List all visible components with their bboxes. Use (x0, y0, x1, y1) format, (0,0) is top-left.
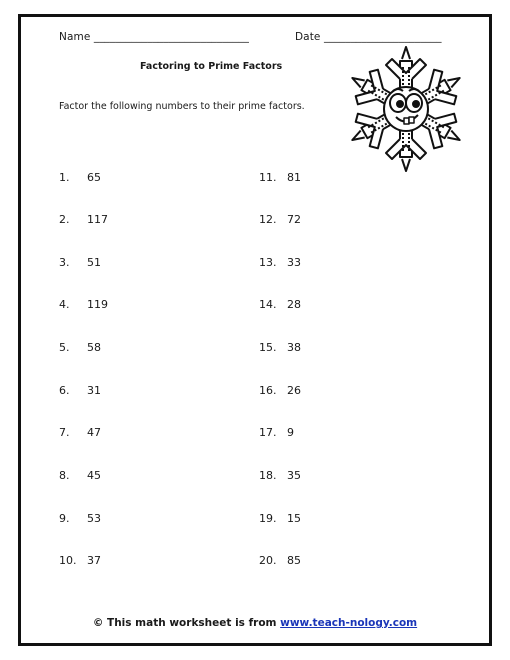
problem-value: 72 (287, 213, 301, 226)
problem-number: 2. (59, 213, 70, 226)
problem-number: 7. (59, 426, 70, 439)
problem-number: 6. (59, 384, 70, 397)
list-item (259, 426, 294, 439)
problem-value: 35 (287, 469, 301, 482)
problem-value: 9 (287, 426, 294, 439)
problem-number: 1. (59, 171, 70, 184)
worksheet-title: Factoring to Prime Factors (140, 61, 283, 72)
problem-number: 3. (59, 256, 70, 269)
list-item (59, 469, 101, 482)
problem-value: 37 (87, 554, 101, 567)
list-item (259, 298, 301, 311)
problem-value: 38 (287, 341, 301, 354)
problem-value: 28 (287, 298, 301, 311)
problem-value: 47 (87, 426, 101, 439)
list-item (59, 426, 101, 439)
list-item (59, 554, 101, 567)
name-blank[interactable]: _____________________________ (93, 31, 249, 43)
date-blank[interactable]: ______________________ (323, 31, 442, 43)
problem-value: 33 (287, 256, 301, 269)
list-item (59, 256, 101, 269)
problem-number: 18. (259, 469, 277, 482)
problem-number: 19. (259, 512, 277, 525)
problem-value: 58 (87, 341, 101, 354)
date-label: Date (295, 31, 321, 43)
problem-number: 8. (59, 469, 70, 482)
problem-number: 13. (259, 256, 277, 269)
problem-number: 12. (259, 213, 277, 226)
problem-number: 9. (59, 512, 70, 525)
instructions: Factor the following numbers to their prime factors. (59, 101, 305, 112)
problem-number: 16. (259, 384, 277, 397)
problem-number: 5. (59, 341, 70, 354)
list-item (259, 554, 301, 567)
problem-number: 17. (259, 426, 277, 439)
problem-value: 45 (87, 469, 101, 482)
list-item (259, 213, 301, 226)
problem-value: 15 (287, 512, 301, 525)
footer-link[interactable]: www.teach-nology.com (280, 617, 418, 629)
list-item (259, 256, 301, 269)
list-item (59, 341, 101, 354)
list-item (259, 384, 301, 397)
problem-number: 10. (59, 554, 77, 567)
footer-text: © This math worksheet is from (92, 617, 277, 629)
problem-number: 15. (259, 341, 277, 354)
problem-value: 85 (287, 554, 301, 567)
footer (0, 617, 510, 629)
problem-value: 65 (87, 171, 101, 184)
name-label: Name (59, 31, 91, 43)
problem-value: 119 (87, 298, 108, 311)
problem-number: 14. (259, 298, 277, 311)
list-item (259, 341, 301, 354)
list-item (59, 298, 108, 311)
problem-value: 117 (87, 213, 108, 226)
list-item (59, 384, 101, 397)
problem-value: 31 (87, 384, 101, 397)
list-item (59, 213, 108, 226)
problem-number: 11. (259, 171, 277, 184)
list-item (59, 512, 101, 525)
list-item (259, 512, 301, 525)
problem-value: 51 (87, 256, 101, 269)
problem-number: 20. (259, 554, 277, 567)
name-field[interactable] (59, 31, 249, 43)
list-item (59, 171, 101, 184)
list-item (259, 171, 301, 184)
problem-value: 53 (87, 512, 101, 525)
problem-value: 26 (287, 384, 301, 397)
list-item (259, 469, 301, 482)
cartoon-snowflake-icon (335, 40, 477, 178)
problem-value: 81 (287, 171, 301, 184)
problem-number: 4. (59, 298, 70, 311)
